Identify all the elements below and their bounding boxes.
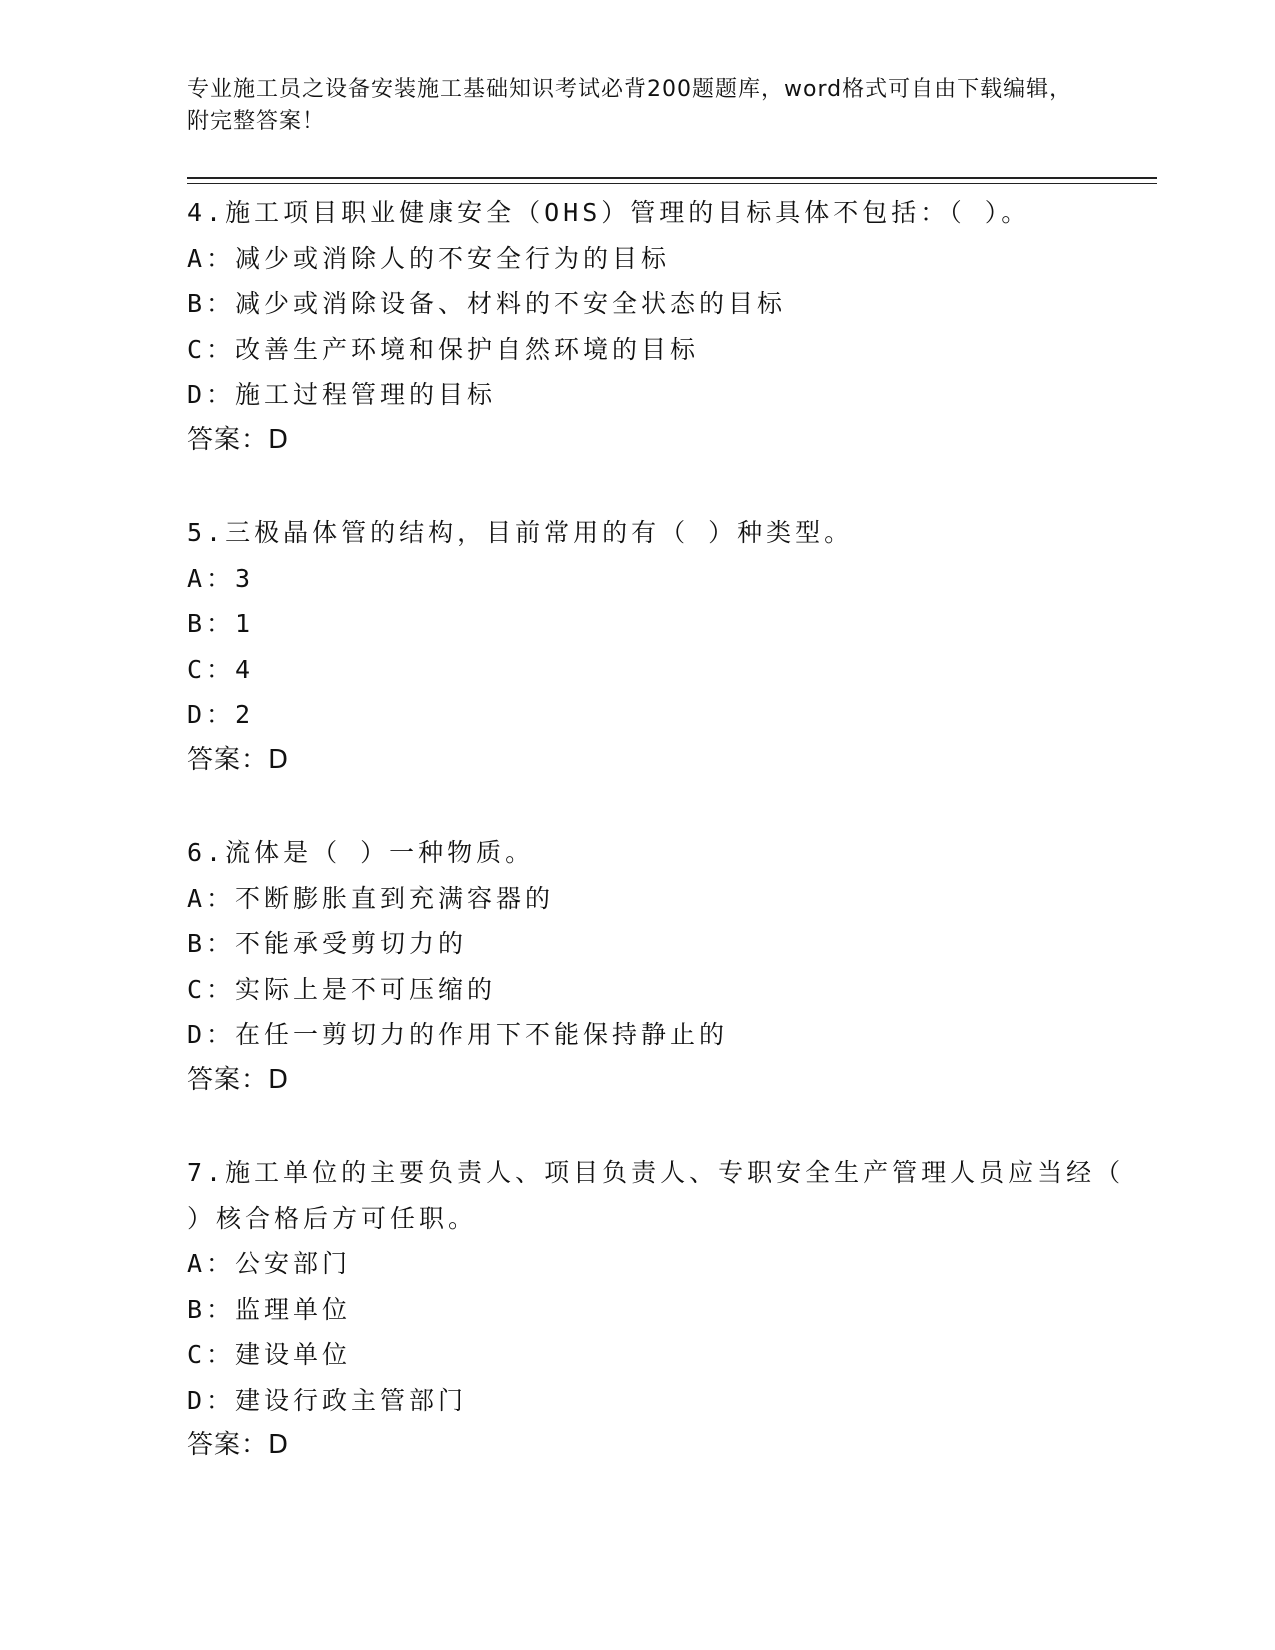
answer: 答案：D	[187, 1430, 290, 1460]
option-c: C：4	[187, 654, 255, 684]
question-4	[187, 190, 1147, 463]
question-list	[187, 190, 1147, 1469]
option-d: D：在任一剪切力的作用下不能保持静止的	[187, 1020, 729, 1049]
option-c: C：建设单位	[187, 1340, 352, 1369]
option-d: D：施工过程管理的目标	[187, 380, 497, 409]
option-c: C：改善生产环境和保护自然环境的目标	[187, 334, 700, 364]
option-d: D：建设行政主管部门	[187, 1385, 468, 1415]
answer: 答案：D	[187, 744, 290, 775]
question-5	[187, 510, 1147, 783]
spacer	[187, 783, 1147, 830]
option-a: A：公安部门	[187, 1249, 352, 1278]
spacer	[187, 1103, 1147, 1150]
option-a: A：不断膨胀直到充满容器的	[187, 883, 555, 913]
option-b: B：不能承受剪切力的	[187, 929, 468, 958]
option-a: A：3	[187, 563, 255, 593]
option-d: D：2	[187, 700, 255, 729]
question-stem: 4.施工项目职业健康安全（OHS）管理的目标具体不包括：（ ）。	[187, 198, 1031, 227]
header-rule-thin	[187, 183, 1157, 184]
option-c: C：实际上是不可压缩的	[187, 974, 497, 1004]
option-a: A：减少或消除人的不安全行为的目标	[187, 243, 671, 273]
answer: 答案：D	[187, 1064, 290, 1095]
spacer	[187, 463, 1147, 510]
question-stem: 5.三极晶体管的结构，目前常用的有（ ）种类型。	[187, 518, 854, 547]
option-b: B：1	[187, 609, 255, 638]
option-b: B：减少或消除设备、材料的不安全状态的目标	[187, 289, 787, 318]
answer: 答案：D	[187, 424, 290, 455]
option-b: B：监理单位	[187, 1294, 352, 1324]
question-stem: 7.施工单位的主要负责人、项目负责人、专职安全生产管理人员应当经（ ）核合格后方可任职。	[187, 1158, 1125, 1233]
header-rule-thick	[187, 177, 1157, 179]
question-7	[187, 1150, 1147, 1469]
document-header: 专业施工员之设备安装施工基础知识考试必背200题题库，word格式可自由下载编辑，附完整答案！	[187, 77, 1073, 134]
question-stem: 6.流体是（ ）一种物质。	[187, 838, 535, 867]
question-6	[187, 830, 1147, 1103]
